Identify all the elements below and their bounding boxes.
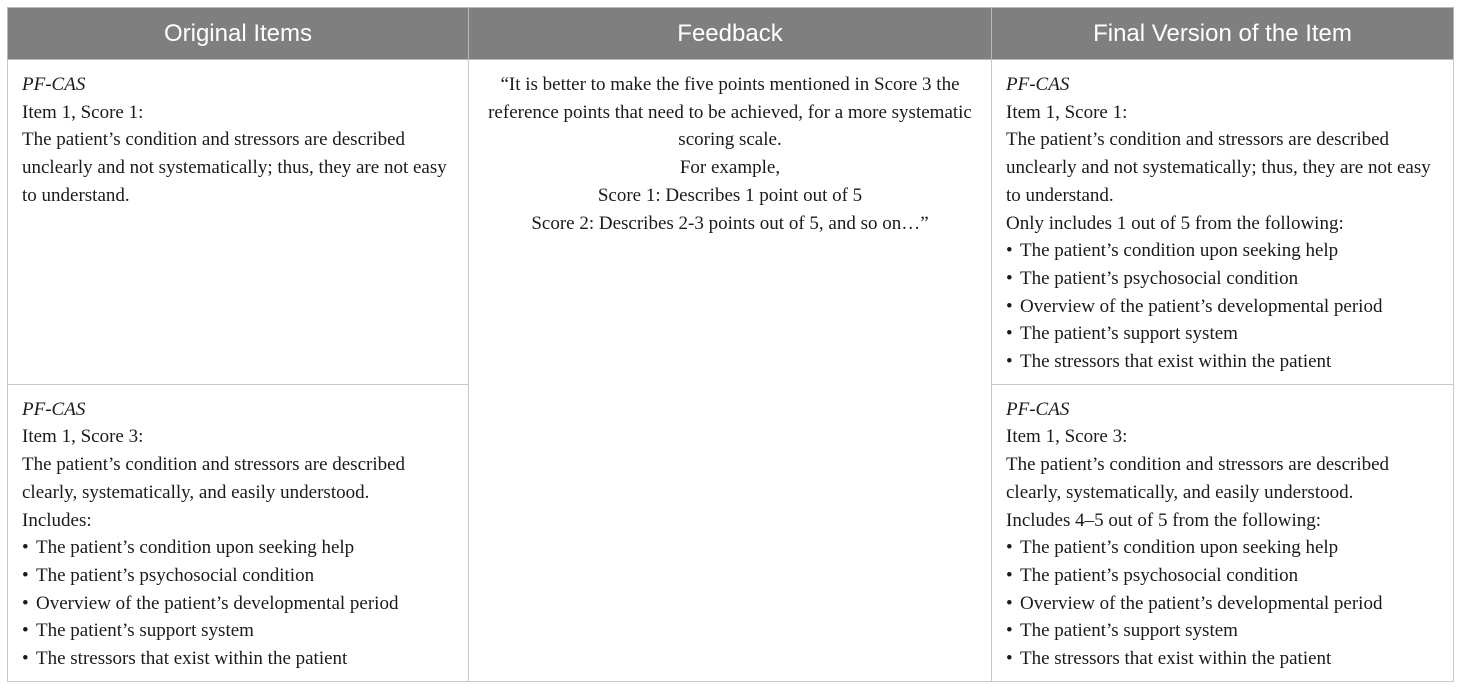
feedback-score2: Score 2: Describes 2-3 points out of 5, and so on…”: [531, 212, 929, 234]
table-wrapper: [7, 7, 1454, 682]
header-original-items: Original Items: [8, 8, 469, 60]
list-item: • Overview of the patient’s developmental period: [1006, 293, 1439, 321]
list-item: • The patient’s support system: [22, 617, 454, 645]
item-label: Item 1, Score 3:: [1006, 426, 1128, 448]
list-item: • The stressors that exist within the patient: [1006, 348, 1439, 376]
final-item-score3-cell: [992, 384, 1454, 681]
list-item: • Overview of the patient’s developmental period: [1006, 590, 1439, 618]
final-item-score1-cell: [992, 60, 1454, 385]
list-item: • The patient’s support system: [1006, 320, 1439, 348]
list-item: • The patient’s support system: [1006, 617, 1439, 645]
feedback-score1: Score 1: Describes 1 point out of 5: [597, 184, 863, 206]
original-item-score3-cell: [8, 384, 469, 681]
list-item: • The patient’s psychosocial condition: [22, 562, 454, 590]
header-final-version: Final Version of the Item: [992, 8, 1454, 60]
table-row: [8, 60, 1454, 385]
list-item: • The patient’s condition upon seeking help: [1006, 237, 1439, 265]
item-description: The patient’s condition and stressors are described clearly, systematically, and easily understood.: [22, 454, 406, 503]
list-item: • Overview of the patient’s developmental period: [22, 590, 454, 618]
item-description: The patient’s condition and stressors are described clearly, systematically, and easily understood.: [1006, 454, 1390, 503]
criteria-list: [1006, 237, 1439, 376]
list-item: • The stressors that exist within the patient: [1006, 645, 1439, 673]
item-label: Item 1, Score 1:: [22, 101, 144, 123]
item-label: Item 1, Score 1:: [1006, 101, 1128, 123]
header-row: [8, 8, 1454, 60]
list-item: • The patient’s psychosocial condition: [1006, 562, 1439, 590]
item-label: Item 1, Score 3:: [22, 426, 144, 448]
scale-tag: PF-CAS: [22, 398, 86, 420]
scale-tag: PF-CAS: [1006, 398, 1070, 420]
item-revision-table: [7, 7, 1454, 682]
includes-label: Includes:: [22, 509, 92, 531]
feedback-example-label: For example,: [679, 157, 781, 179]
item-description: The patient’s condition and stressors are described unclearly and not systematically; thus, they are not easy to understand.: [1006, 129, 1431, 206]
includes-label: Includes 4–5 out of 5 from the following:: [1006, 509, 1322, 531]
list-item: • The patient’s condition upon seeking help: [1006, 534, 1439, 562]
criteria-list: [1006, 534, 1439, 673]
scale-tag: PF-CAS: [22, 74, 86, 95]
list-item: • The stressors that exist within the patient: [22, 645, 454, 673]
item-description: The patient’s condition and stressors are described unclearly and not systematically; thus, they are not easy to understand.: [22, 129, 447, 206]
scale-tag: PF-CAS: [1006, 74, 1070, 95]
header-feedback: Feedback: [469, 8, 992, 60]
list-item: • The patient’s psychosocial condition: [1006, 265, 1439, 293]
criteria-list: [22, 534, 454, 673]
includes-label: Only includes 1 out of 5 from the following:: [1006, 212, 1344, 234]
feedback-cell: [469, 60, 992, 682]
feedback-quote: “It is better to make the five points mentioned in Score 3 the reference points that need to be achieved, for a more systematic scoring scale.: [488, 74, 972, 151]
list-item: • The patient’s condition upon seeking help: [22, 534, 454, 562]
original-item-score1-cell: [8, 60, 469, 385]
